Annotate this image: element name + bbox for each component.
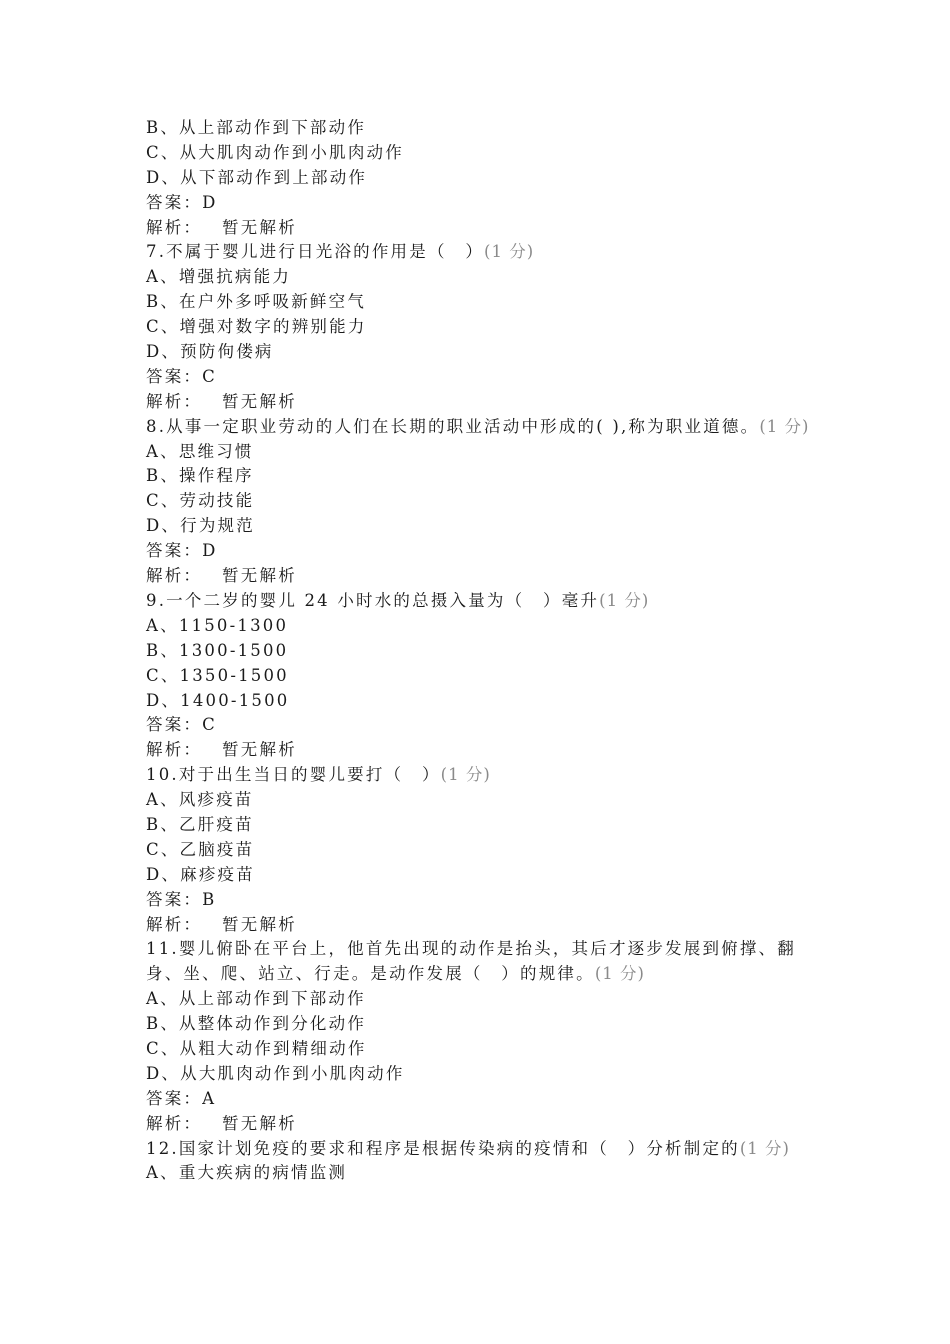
analysis-label: 解析： <box>146 217 203 237</box>
question-score: (1 分) <box>599 590 650 610</box>
question-score: (1 分) <box>594 964 645 984</box>
option-a: A、1150-1300 <box>146 615 289 635</box>
option-d: D、麻疹疫苗 <box>146 864 255 884</box>
option-d: D、预防佝偻病 <box>146 342 274 362</box>
answer: 答案：A <box>146 1088 217 1108</box>
answer: 答案：C <box>146 366 217 386</box>
option-c: C、增强对数字的辨别能力 <box>146 317 367 337</box>
option-c: C、乙脑疫苗 <box>146 839 255 859</box>
analysis <box>146 216 812 241</box>
question-10 <box>146 763 812 788</box>
option-a: A、思维习惯 <box>146 441 254 461</box>
option-d: D、从下部动作到上部动作 <box>146 167 368 187</box>
analysis-label: 解析： <box>146 1113 203 1133</box>
option-d: D、1400-1500 <box>146 690 290 710</box>
question-text: 8.从事一定职业劳动的人们在长期的职业活动中形成的( ),称为职业道德。 <box>146 416 760 436</box>
option-a: A、风疹疫苗 <box>146 790 254 810</box>
option-c: C、劳动技能 <box>146 491 255 511</box>
question-text: 11.婴儿俯卧在平台上，他首先出现的动作是抬头，其后才逐步发展到俯撑、翻身、坐、爬、站立、行走。是动作发展（ ）的规律。 <box>146 939 796 984</box>
analysis-label: 解析： <box>146 391 203 411</box>
analysis-text: 暂无解析 <box>222 740 297 760</box>
analysis-text: 暂无解析 <box>222 1113 297 1133</box>
question-score: (1 分) <box>440 765 491 785</box>
answer: 答案：B <box>146 889 217 909</box>
question-text: 9.一个二岁的婴儿 24 小时水的总摄入量为（ ）毫升 <box>146 590 600 610</box>
analysis-text: 暂无解析 <box>222 217 297 237</box>
analysis-label: 解析： <box>146 914 203 934</box>
option-d: D、从大肌肉动作到小肌肉动作 <box>146 1063 405 1083</box>
question-7 <box>146 240 812 265</box>
option-c: C、1350-1500 <box>146 665 289 685</box>
question-text: 10.对于出生当日的婴儿要打（ ） <box>146 765 441 785</box>
option-a: A、重大疾病的病情监测 <box>146 1163 348 1183</box>
analysis <box>146 738 812 763</box>
question-11 <box>146 937 812 987</box>
analysis-text: 暂无解析 <box>222 914 297 934</box>
exam-document <box>146 116 812 1186</box>
question-text: 7.不属于婴儿进行日光浴的作用是（ ） <box>146 242 485 262</box>
analysis <box>146 564 812 589</box>
question-score: (1 分) <box>759 416 810 436</box>
question-9 <box>146 589 812 614</box>
analysis-label: 解析： <box>146 566 203 586</box>
option-c: C、从粗大动作到精细动作 <box>146 1039 367 1058</box>
option-c: C、从大肌肉动作到小肌肉动作 <box>146 142 404 162</box>
answer: 答案：D <box>146 192 218 212</box>
option-b: B、从上部动作到下部动作 <box>146 118 367 137</box>
question-8 <box>146 415 812 440</box>
question-12 <box>146 1137 812 1162</box>
option-b: B、乙肝疫苗 <box>146 814 254 834</box>
option-a: A、从上部动作到下部动作 <box>146 989 366 1009</box>
question-text: 12.国家计划免疫的要求和程序是根据传染病的疫情和（ ）分析制定的 <box>146 1138 740 1158</box>
question-score: (1 分) <box>484 242 535 262</box>
analysis <box>146 1112 812 1137</box>
analysis-text: 暂无解析 <box>222 566 297 586</box>
answer: 答案：C <box>146 715 217 735</box>
question-score: (1 分) <box>739 1138 790 1158</box>
answer: 答案：D <box>146 541 218 561</box>
option-a: A、增强抗病能力 <box>146 267 292 287</box>
analysis-label: 解析： <box>146 740 203 760</box>
option-b: B、从整体动作到分化动作 <box>146 1014 367 1034</box>
analysis <box>146 913 812 938</box>
option-b: B、操作程序 <box>146 466 254 486</box>
option-b: B、在户外多呼吸新鲜空气 <box>146 292 367 312</box>
option-b: B、1300-1500 <box>146 640 289 660</box>
analysis <box>146 390 812 415</box>
analysis-text: 暂无解析 <box>222 391 297 411</box>
option-d: D、行为规范 <box>146 516 255 536</box>
